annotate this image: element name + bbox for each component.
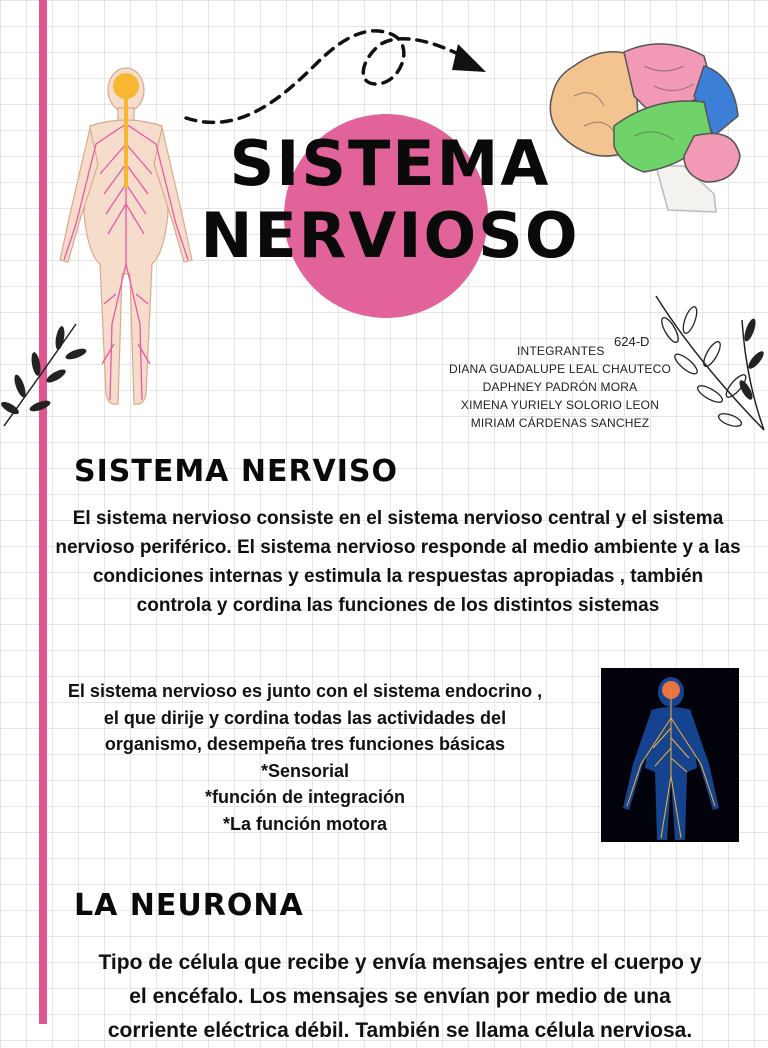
- members-list: [430, 342, 690, 432]
- member-name: XIMENA YURIELY SOLORIO LEON: [460, 398, 660, 412]
- section-paragraph-functions: [30, 678, 580, 837]
- function-line: organismo, desempeña tres funciones básicas: [104, 734, 506, 754]
- group-code: 624-D: [614, 334, 650, 349]
- section-heading-sistema: SISTEMA NERVISO: [74, 454, 399, 489]
- function-line: *La función motora: [222, 813, 387, 834]
- function-line: El sistema nervioso es junto con el sistema endocrino ,: [67, 681, 543, 701]
- section-paragraph-intro: El sistema nervioso consiste en el sistema nervioso central y el sistema nervioso periférico. El sistema nervioso responde al medio ambiente y a las condiciones internas y estimula la respuestas apropiadas , también controla y cordina las funciones de los distintos sistemas: [55, 508, 741, 616]
- brain-lobes-illustration: [544, 36, 744, 216]
- member-name: MIRIAM CÁRDENAS SANCHEZ: [470, 416, 650, 430]
- function-line: *función de integración: [204, 787, 405, 807]
- member-name: DAPHNEY PADRÓN MORA: [482, 380, 638, 394]
- function-line: el que dirije y cordina todas las actividades del: [103, 707, 507, 728]
- section-heading-neurona: LA NEURONA: [74, 888, 304, 923]
- function-line: *Sensorial: [260, 760, 350, 781]
- dashed-arrow-doodle: [176, 14, 496, 134]
- member-name: DIANA GUADALUPE LEAL CHAUTECO: [448, 362, 672, 376]
- section-paragraph-neurona: Tipo de célula que recibe y envía mensajes entre el cuerpo y el encéfalo. Los mensajes se envían por medio de una corriente eléctrica débil. También se llama célula nerviosa.: [98, 951, 702, 1042]
- leaf-branch-icon: [0, 316, 110, 436]
- title-line-2: NERVIOSO: [200, 199, 580, 272]
- members-label: INTEGRANTES: [517, 344, 605, 358]
- title-line-1: SISTEMA: [229, 127, 551, 200]
- page-title: [200, 128, 580, 272]
- pink-margin-line: [39, 0, 47, 1024]
- nervous-system-photo: [601, 668, 739, 842]
